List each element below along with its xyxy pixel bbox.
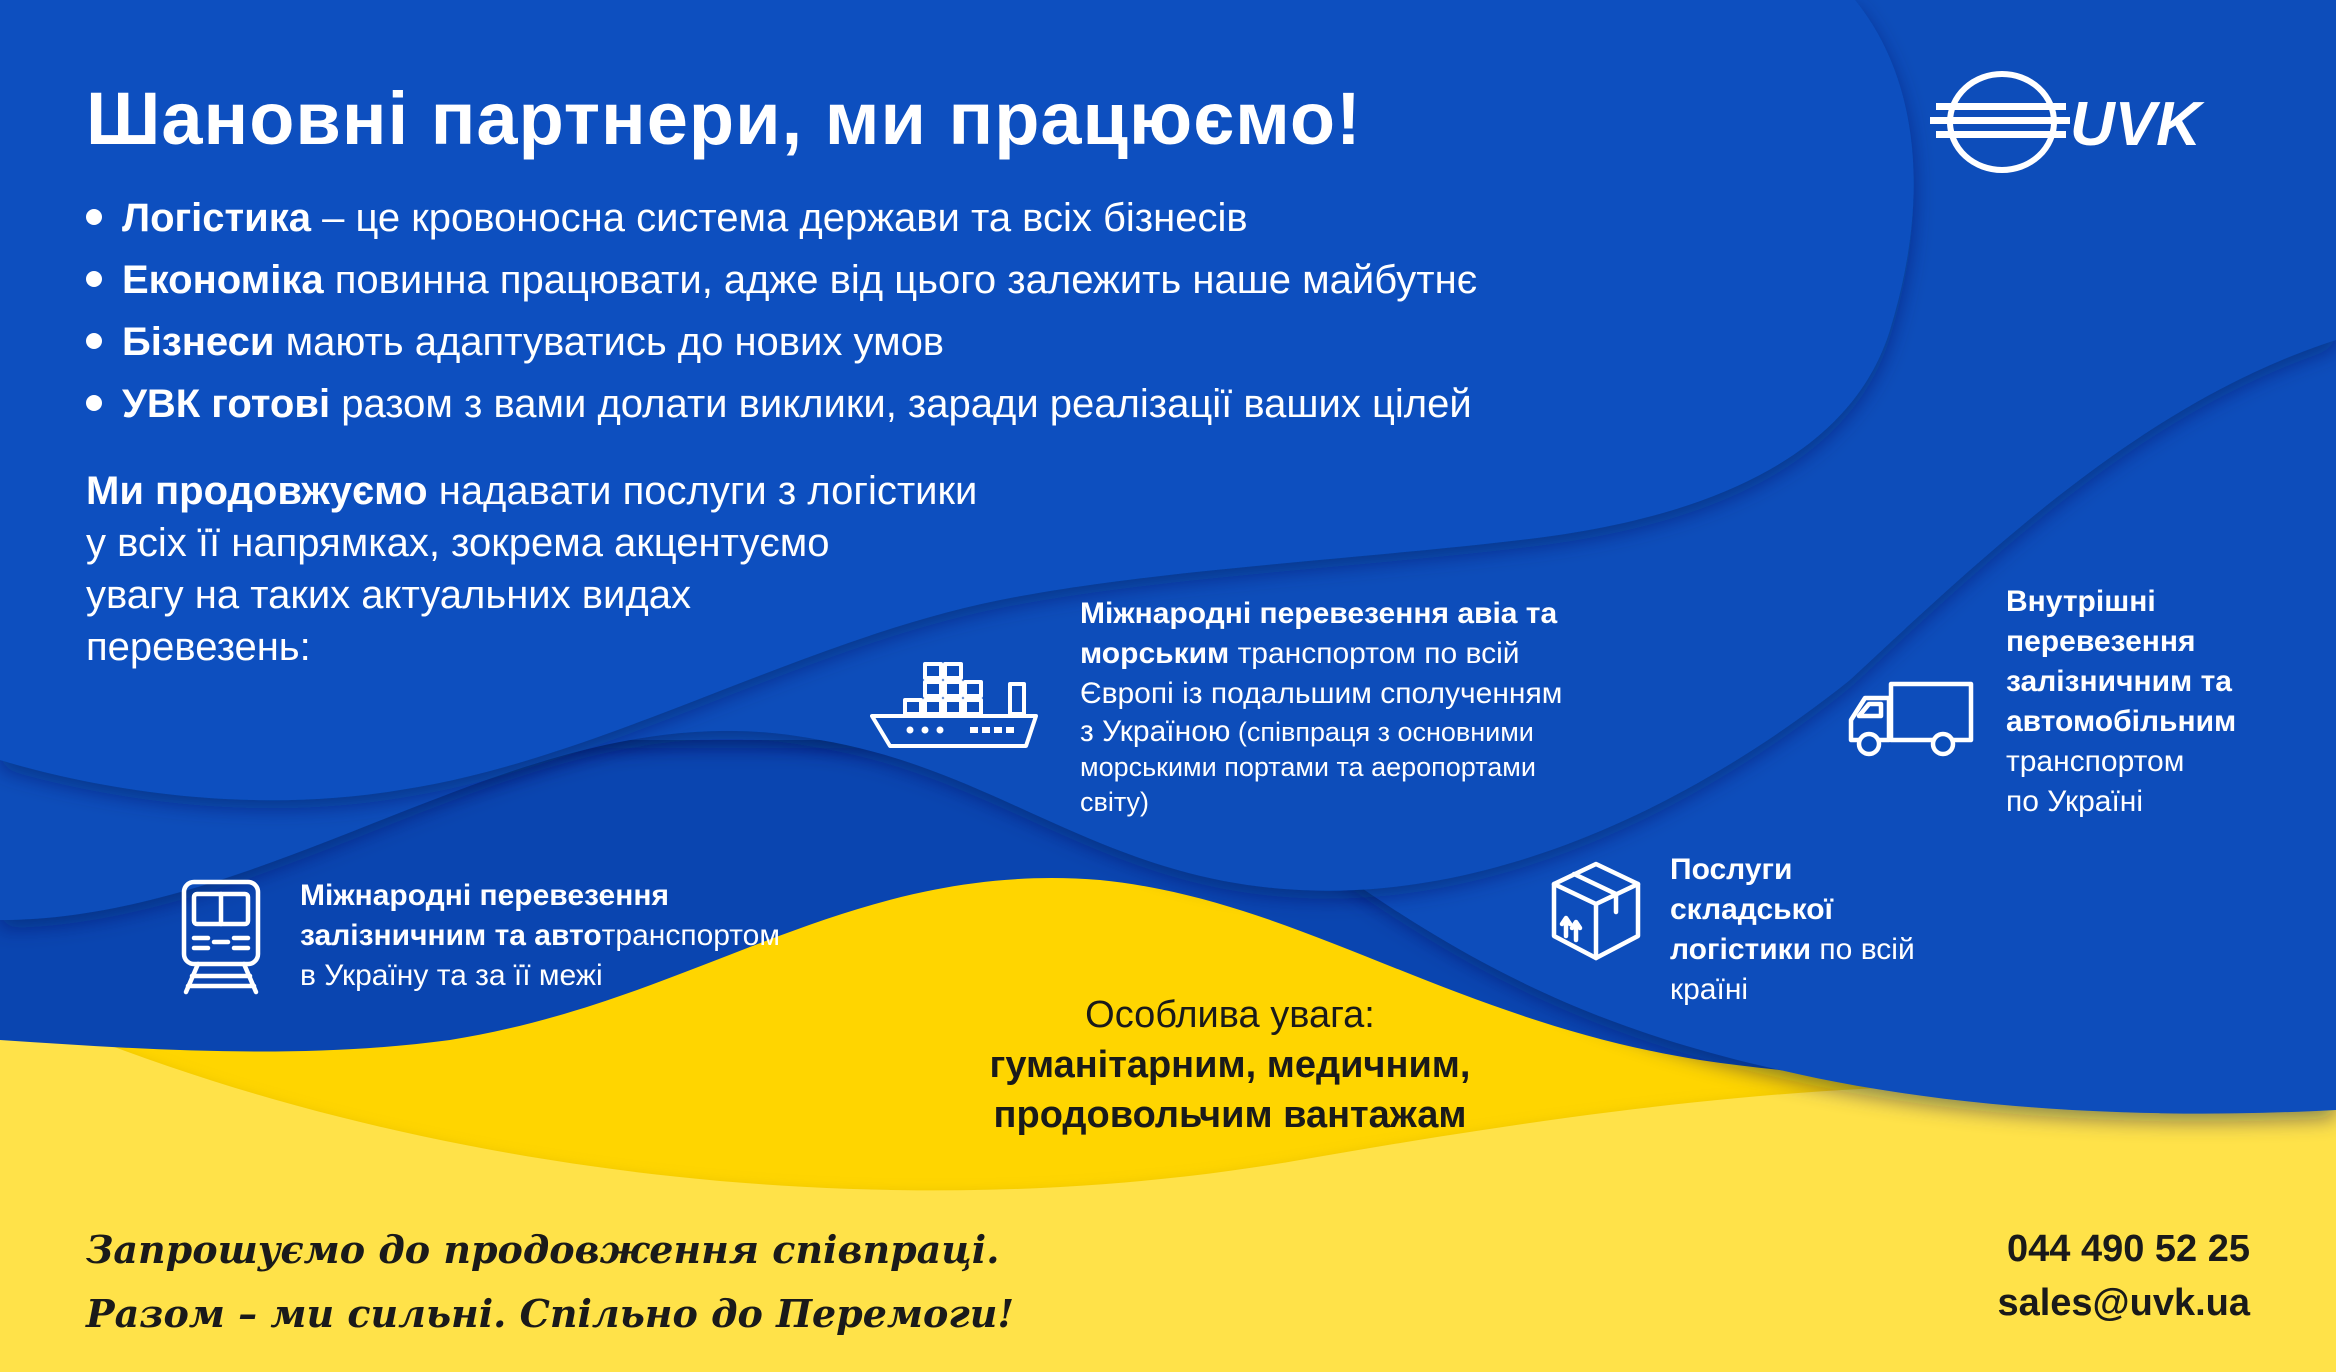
- footer-slogan: [86, 1218, 1014, 1346]
- bullet-bold: Бізнеси: [122, 320, 275, 364]
- domestic-line6: по Україні: [2006, 785, 2144, 818]
- sea-air-bold2: морським: [1080, 637, 1230, 670]
- special-label: Особлива увага:: [1085, 994, 1375, 1036]
- bullet-item: [86, 311, 1477, 373]
- intro-line2: у всіх її напрямках, зокрема акцентуємо: [86, 521, 830, 565]
- intro-bold: Ми продовжуємо: [86, 469, 428, 513]
- slogan-line2: Разом – ми сильні. Спільно до Перемоги!: [86, 1291, 1015, 1336]
- bullet-text: – це кровоносна система держави та всіх бізнесів: [310, 196, 1248, 240]
- bullet-item: [86, 187, 1477, 249]
- domestic-bold2: перевезення: [2006, 625, 2196, 658]
- intro-text: [86, 465, 1226, 673]
- ship-icon: [870, 660, 1040, 750]
- sea-air-line4: з Україною: [1080, 715, 1231, 748]
- box-icon: [1550, 860, 1642, 962]
- sea-air-bold1: Міжнародні перевезення авіа та: [1080, 597, 1558, 630]
- intro-line1: надавати послуги з логістики: [427, 469, 978, 513]
- footer-contacts: [1997, 1222, 2250, 1330]
- page-title: Шановні партнери, ми працюємо!: [86, 77, 1362, 160]
- special-line2: продовольчим вантажам: [993, 1094, 1467, 1136]
- rail-bold2: залізничним та авто: [300, 919, 602, 952]
- domestic-bold4: автомобільним: [2006, 705, 2237, 738]
- domestic-bold1: Внутрішні: [2006, 585, 2156, 618]
- bullet-text: повинна працювати, адже від цього залежить наше майбутнє: [323, 258, 1478, 302]
- train-icon: [178, 878, 264, 996]
- bullet-dot: [86, 333, 102, 349]
- warehouse-bold2: складської: [1670, 893, 1833, 926]
- sea-air-line5: морськими портами та аеропортами: [1080, 752, 1536, 782]
- special-line1: гуманітарним, медичним,: [989, 1044, 1471, 1086]
- rail-line3: в Україну та за її межі: [300, 959, 603, 992]
- bullet-dot: [86, 395, 102, 411]
- intro-line3: увагу на таких актуальних видах: [86, 573, 691, 617]
- service-domestic: [2006, 582, 2236, 822]
- bullet-text: мають адаптуватись до нових умов: [274, 320, 945, 364]
- sea-air-rest2: транспортом по всій: [1229, 637, 1520, 670]
- slogan-line1: Запрошуємо до продовження співпраці.: [86, 1227, 1000, 1272]
- email-link[interactable]: sales@uvk.ua: [1997, 1282, 2250, 1324]
- service-sea-air: [1080, 594, 1562, 820]
- bullet-item: [86, 249, 1477, 311]
- sea-air-line4b: (співпраця з основними: [1230, 717, 1534, 747]
- special-attention: [870, 990, 1590, 1140]
- domestic-line5: транспортом: [2006, 745, 2185, 778]
- service-warehouse: [1670, 850, 1915, 1010]
- warehouse-rest3: по всій: [1811, 933, 1915, 966]
- bullet-bold: Економіка: [122, 258, 324, 302]
- service-rail: [300, 876, 780, 996]
- sea-air-line3: Європі із подальшим сполученням: [1080, 677, 1563, 710]
- bullet-dot: [86, 271, 102, 287]
- bullet-dot: [86, 209, 102, 225]
- bullet-item: [86, 373, 1477, 435]
- intro-line4: перевезень:: [86, 625, 311, 669]
- bullet-bold: Логістика: [122, 196, 311, 240]
- phone-number[interactable]: 044 490 52 25: [2006, 1228, 2250, 1270]
- logo-text: UVK: [2070, 90, 2201, 159]
- truck-icon: [1845, 680, 1975, 760]
- rail-rest2: транспортом: [601, 919, 780, 952]
- uvk-logo: [1930, 65, 2280, 180]
- bullet-list: [86, 187, 1477, 435]
- warehouse-bold1: Послуги: [1670, 853, 1793, 886]
- warehouse-bold3: логістики: [1670, 933, 1812, 966]
- sea-air-line6: світу): [1080, 787, 1150, 817]
- bullet-text: разом з вами долати виклики, заради реалізації ваших цілей: [330, 382, 1472, 426]
- domestic-bold3: залізничним та: [2006, 665, 2232, 698]
- warehouse-line4: країні: [1670, 973, 1749, 1006]
- bullet-bold: УВК готові: [122, 382, 331, 426]
- rail-bold1: Міжнародні перевезення: [300, 879, 669, 912]
